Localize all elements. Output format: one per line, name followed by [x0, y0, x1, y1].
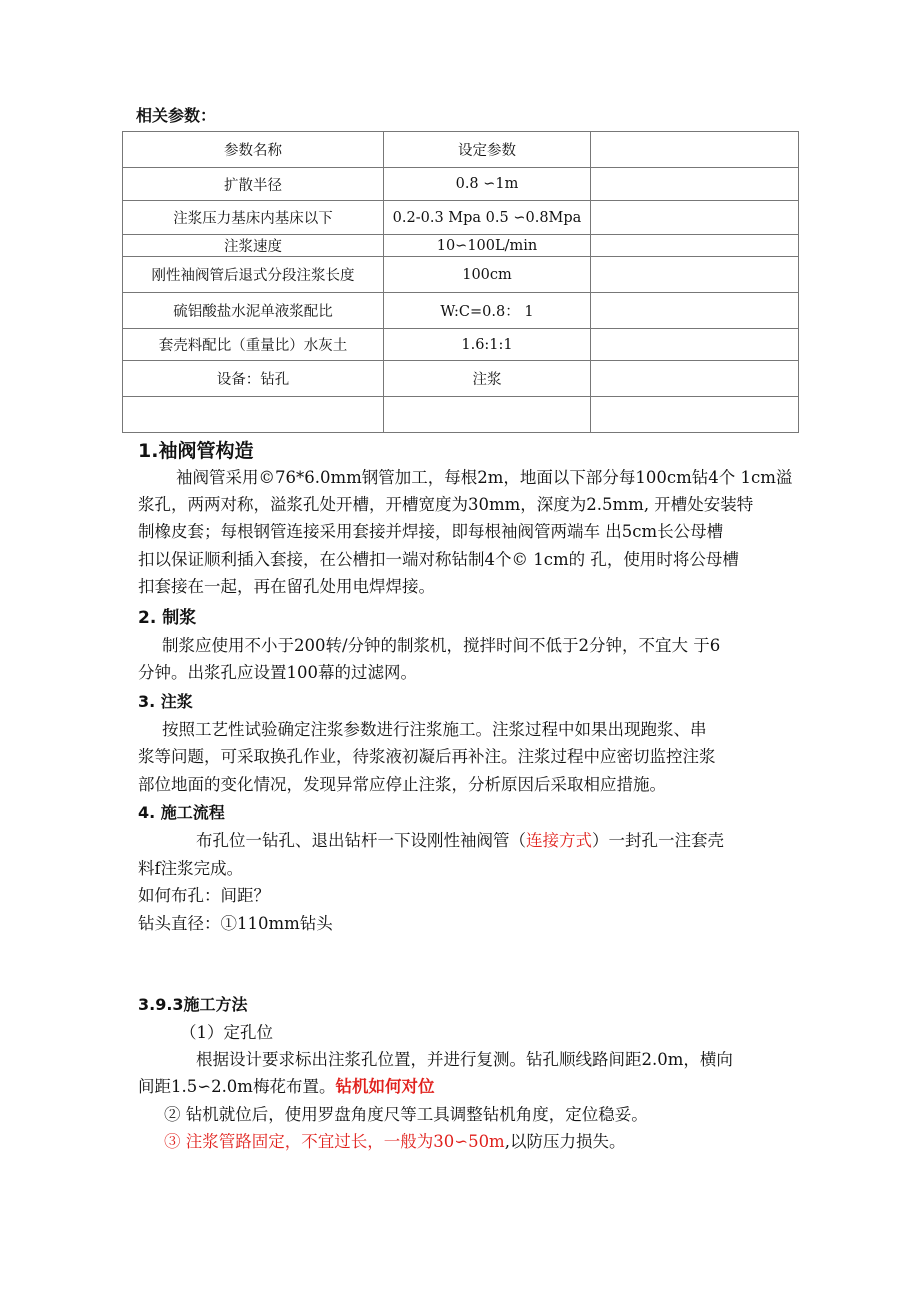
table-cell	[591, 168, 799, 201]
table-row	[123, 235, 799, 257]
table-cell	[384, 397, 591, 433]
section-1-line: 扣套接在一起，再在留孔处用电焊焊接。	[138, 577, 435, 596]
table-cell: 0.2-0.3 Mpa 0.5 ∽0.8Mpa	[384, 201, 591, 235]
drill-diameter: 钻头直径：①110mm钻头	[138, 914, 333, 933]
table-cell: W:C=0.8： 1	[384, 293, 591, 329]
section-3-line: 按照工艺性试验确定注浆参数进行注浆施工。注浆过程中如果出现跑浆、串	[162, 720, 707, 739]
section-1-line: 扣以保证顺利插入套接，在公槽扣一端对称钻制4个© 1cm的 孔，使用时将公母槽	[138, 550, 739, 569]
table-cell: 扩散半径	[123, 168, 384, 201]
table-row	[123, 168, 799, 201]
positioning-line-2: 间距1.5∽2.0m梅花布置。钻机如何对位	[138, 1077, 435, 1096]
section-4-line-1: 布孔位一钻孔、退出钻杆一下设刚性袖阀管（连接方式）一封孔一注套壳	[196, 831, 724, 850]
table-row	[123, 293, 799, 329]
table-cell	[591, 293, 799, 329]
list-item-2: ② 钻机就位后，使用罗盘角度尺等工具调整钻机角度，定位稳妥。	[164, 1105, 648, 1124]
table-cell: 注浆	[384, 361, 591, 397]
table-row	[123, 397, 799, 433]
section-2-heading: 2. 制浆	[138, 608, 197, 628]
table-cell	[591, 235, 799, 257]
table-cell	[591, 329, 799, 361]
parameters-table	[122, 131, 799, 433]
table-cell: 10∽100L/min	[384, 235, 591, 257]
section-3-heading: 3. 注浆	[138, 692, 193, 711]
drill-alignment-note: 钻机如何对位	[335, 1077, 435, 1096]
connection-method-note: 连接方式	[526, 831, 592, 850]
table-cell	[591, 361, 799, 397]
section-1-line: 浆孔，两两对称，溢浆孔处开槽，开槽宽度为30mm，深度为2.5mm, 开槽处安装特	[138, 495, 754, 514]
table-cell	[591, 397, 799, 433]
section-1-line: 制橡皮套；每根钢管连接采用套接并焊接，即每根袖阀管两端车 出5cm长公母槽	[138, 522, 724, 541]
section-3-line: 浆等问题，可采取换孔作业，待浆液初凝后再补注。注浆过程中应密切监控注浆	[138, 747, 716, 766]
table-cell: 100cm	[384, 257, 591, 293]
table-cell: 套壳料配比（重量比）水灰土	[123, 329, 384, 361]
sub-heading-hole-positioning: （1）定孔位	[180, 1023, 273, 1042]
section-4-line-2: 料f注浆完成。	[138, 859, 244, 878]
params-heading: 相关参数：	[136, 106, 217, 125]
table-cell	[591, 257, 799, 293]
table-cell: 注浆速度	[123, 235, 384, 257]
section-4-heading: 4. 施工流程	[138, 803, 225, 822]
list-item-3: ③ 注浆管路固定，不宜过长，一般为30∽50m,以防压力损失。	[164, 1132, 626, 1151]
table-cell: 硫铝酸盐水泥单液浆配比	[123, 293, 384, 329]
table-cell	[591, 132, 799, 168]
table-cell: 设备：钻孔	[123, 361, 384, 397]
section-2-line: 分钟。出浆孔应设置100幕的过滤网。	[138, 663, 417, 682]
section-1-line: 袖阀管采用©76*6.0mm钢管加工，每根2m，地面以下部分每100cm钻4个 1cm溢	[176, 468, 793, 487]
positioning-line-1: 根据设计要求标出注浆孔位置，并进行复测。钻孔顺线路间距2.0m，横向	[196, 1050, 733, 1069]
question-spacing: 如何布孔：间距？	[138, 886, 270, 905]
section-3-line: 部位地面的变化情况，发现异常应停止注浆，分析原因后采取相应措施。	[138, 775, 666, 794]
table-cell: 刚性袖阀管后退式分段注浆长度	[123, 257, 384, 293]
table-row	[123, 201, 799, 235]
table-cell: 注浆压力基床内基床以下	[123, 201, 384, 235]
section-2-line: 制浆应使用不小于200转/分钟的制浆机，搅拌时间不低于2分钟，不宜大 于6	[162, 636, 721, 655]
table-cell: 参数名称	[123, 132, 384, 168]
table-row	[123, 132, 799, 168]
table-row	[123, 257, 799, 293]
table-cell	[123, 397, 384, 433]
section-1-heading: 1.袖阀管构造	[138, 440, 254, 462]
table-cell: 设定参数	[384, 132, 591, 168]
table-cell	[591, 201, 799, 235]
construction-method-heading: 3.9.3施工方法	[138, 995, 248, 1014]
table-cell: 1.6:1:1	[384, 329, 591, 361]
table-row	[123, 329, 799, 361]
table-row	[123, 361, 799, 397]
table-cell: 0.8 ∽1m	[384, 168, 591, 201]
